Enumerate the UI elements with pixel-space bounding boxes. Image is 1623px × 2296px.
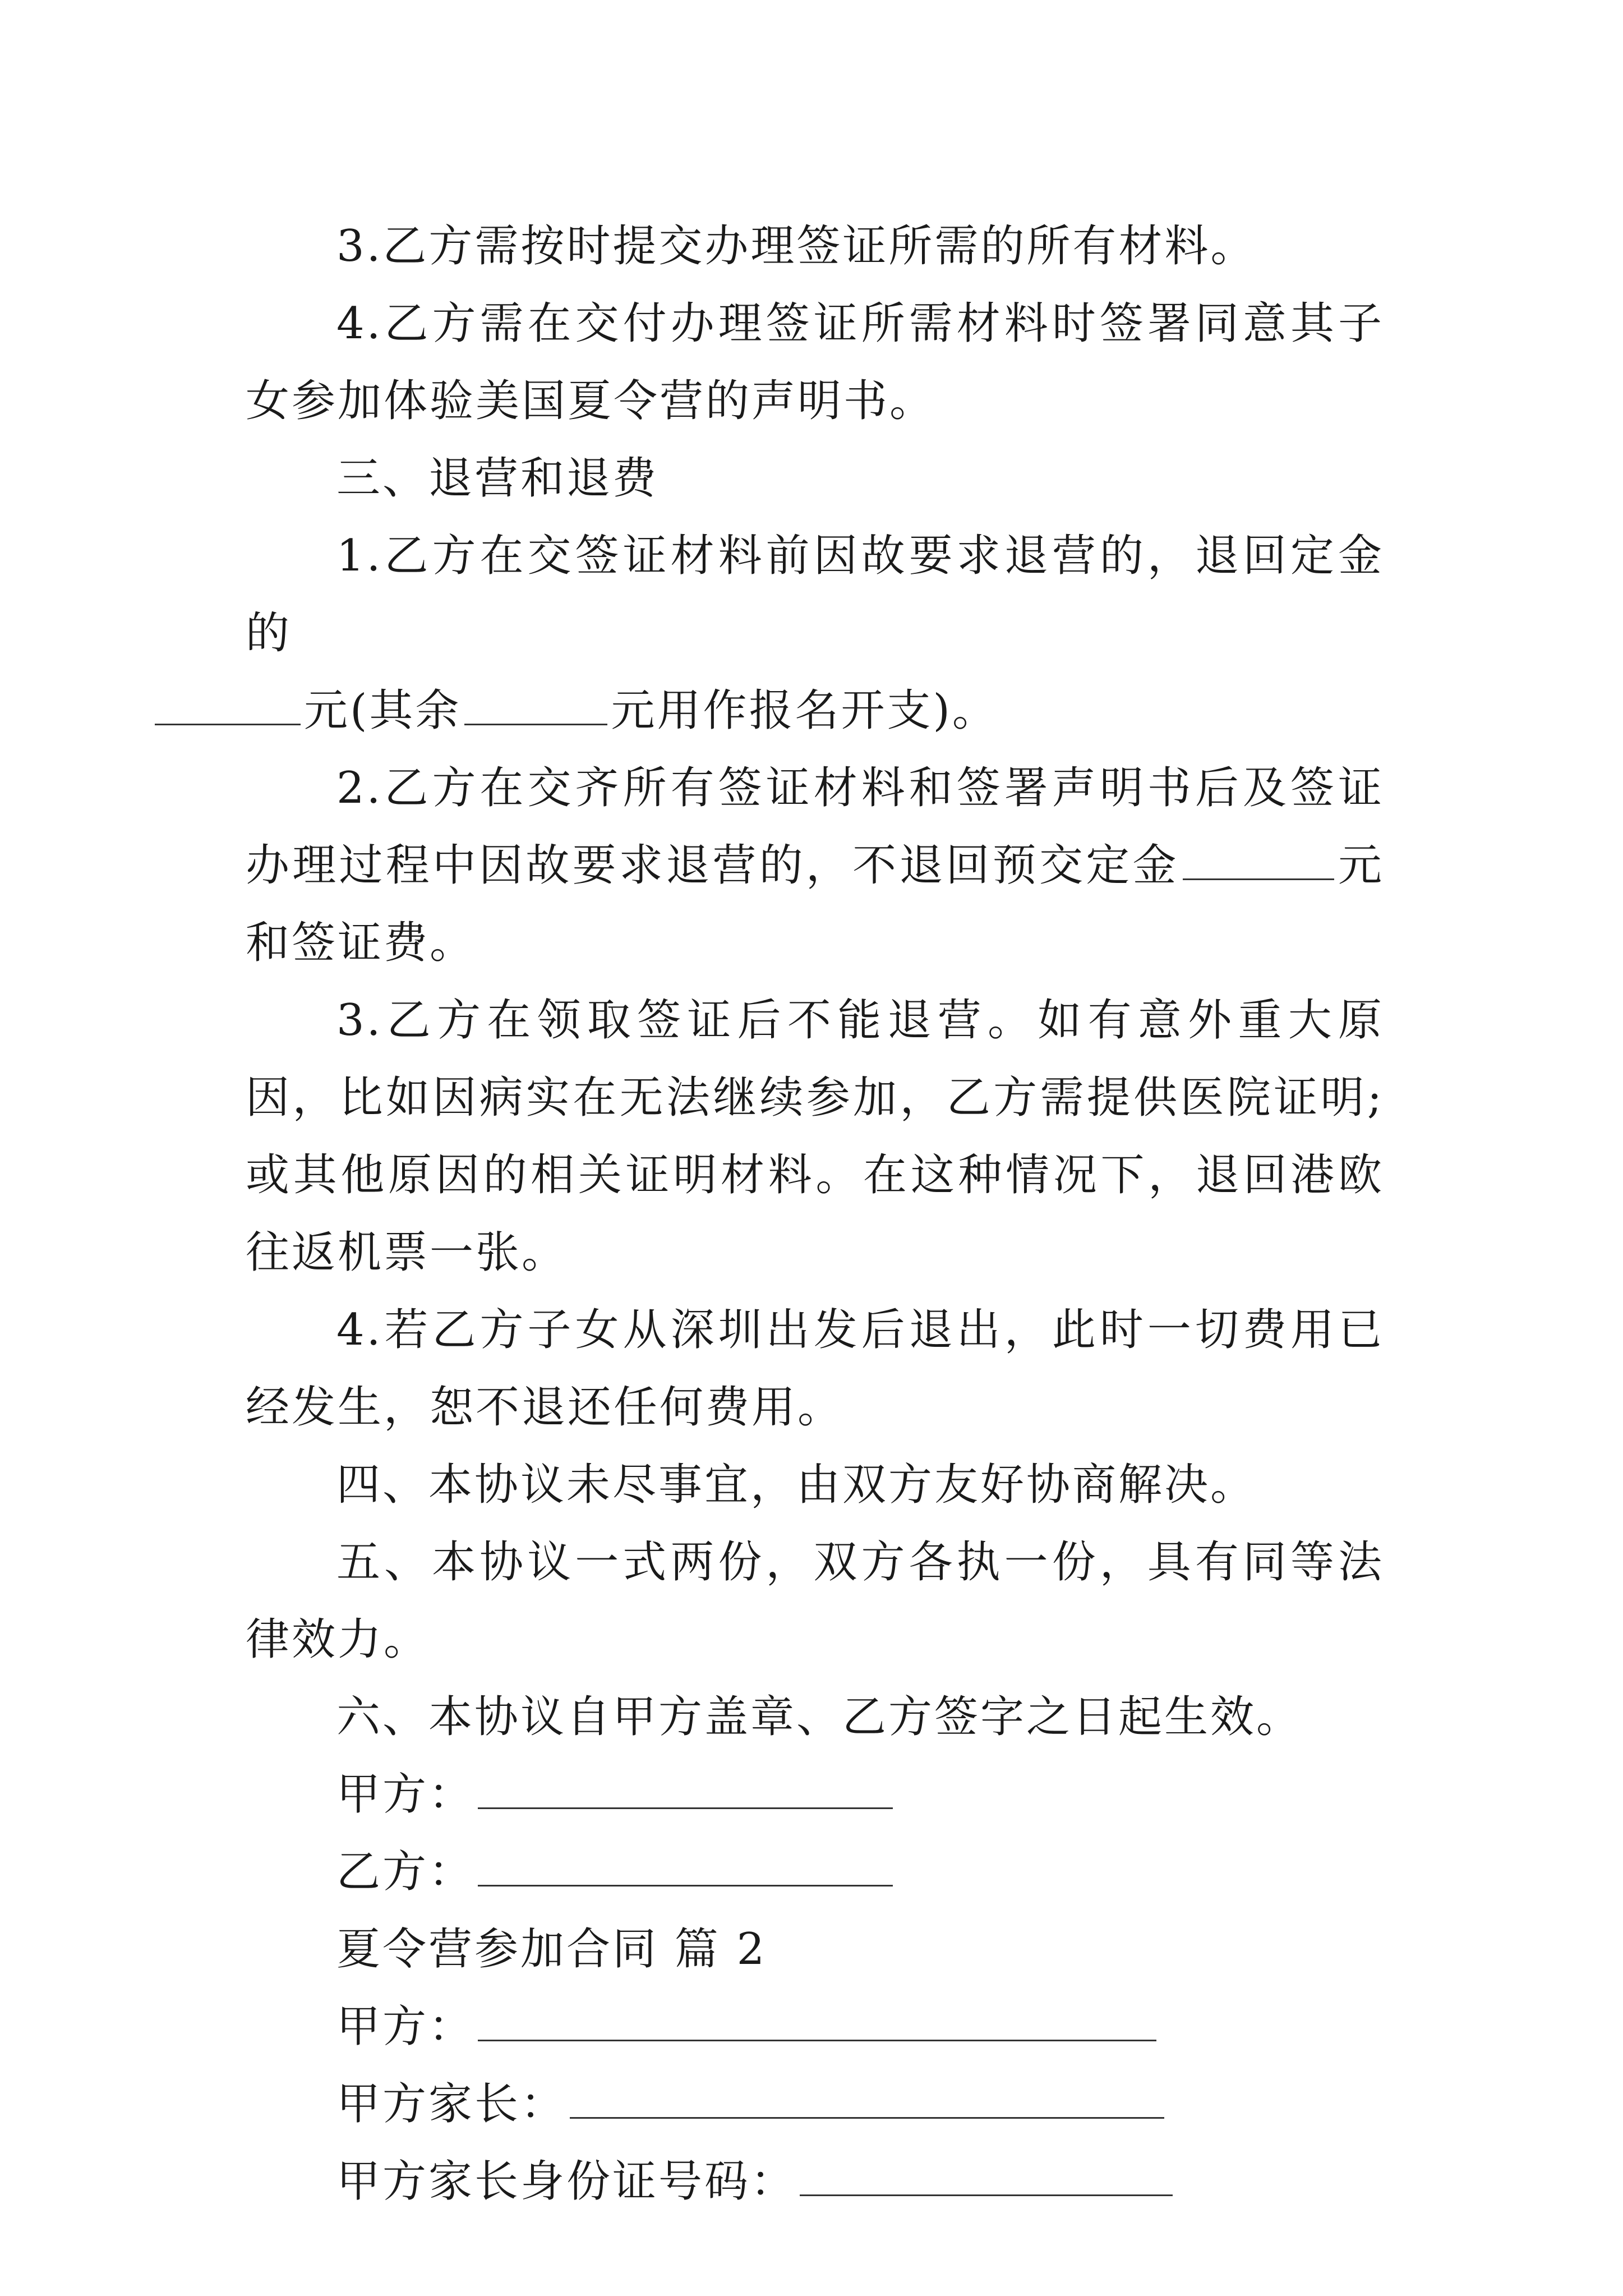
clause-1-refund bbox=[246, 517, 1384, 749]
section-2-title: 夏令营参加合同 篇 2 bbox=[336, 1924, 767, 1975]
clause-4-no-refund: 4.若乙方子女从深圳出发后退出，此时一切费用已经发生，恕不退还任何费用。 bbox=[246, 1305, 1384, 1433]
clause-2-refund-text-a: 2.乙方在交齐所有签证材料和签署声明书后及签证办理过程中因故要求退营的，不退回预交定金 bbox=[246, 763, 1384, 891]
section-heading-effective: 六、本协议自甲方盖章、乙方签字之日起生效。 bbox=[336, 1692, 1303, 1742]
party-a-signature-line bbox=[246, 1756, 1384, 1833]
section-heading-negotiation: 四、本协议未尽事宜，由双方友好协商解决。 bbox=[336, 1460, 1257, 1510]
parent-id-line bbox=[246, 2143, 1384, 2220]
section-2-party-a-label: 甲方： bbox=[336, 2001, 475, 2052]
parent-name-line bbox=[246, 2065, 1384, 2143]
parent-name-label: 甲方家长： bbox=[336, 2079, 567, 2129]
section-heading-copies: 五、本协议一式两份，双方各执一份，具有同等法律效力。 bbox=[246, 1537, 1384, 1665]
clause-1-refund-text-c: 元用作报名开支)。 bbox=[611, 685, 998, 736]
deposit-refund-blank bbox=[155, 684, 301, 725]
clause-1-refund-text-a: 1.乙方在交签证材料前因故要求退营的，退回定金的 bbox=[246, 531, 1384, 659]
party-a-signature-blank[interactable] bbox=[478, 1768, 893, 1809]
remaining-amount-blank bbox=[464, 684, 607, 725]
clause-2-refund bbox=[246, 749, 1384, 982]
section-heading-withdrawal: 三、退营和退费 bbox=[336, 453, 659, 504]
parent-id-label: 甲方家长身份证号码： bbox=[336, 2156, 797, 2207]
party-a-label: 甲方： bbox=[336, 1769, 475, 1820]
section-2-party-a-blank[interactable] bbox=[478, 2000, 1156, 2041]
party-b-signature-blank[interactable] bbox=[478, 1846, 893, 1887]
clause-3-no-withdrawal: 3.乙方在领取签证后不能退营。如有意外重大原因，比如因病实在无法继续参加，乙方需提供医院证明;或其他原因的相关证明材料。在这种情况下，退回港欧往返机票一张。 bbox=[246, 995, 1384, 1278]
document-body bbox=[246, 208, 1384, 2220]
parent-name-blank[interactable] bbox=[570, 2078, 1164, 2119]
clause-3-materials: 3.乙方需按时提交办理签证所需的所有材料。 bbox=[336, 221, 1257, 272]
section-2-party-a-line bbox=[246, 1988, 1384, 2065]
clause-2-refund-text-b: 元和签证费。 bbox=[246, 840, 1384, 968]
clause-1-refund-text-b: 元(其余 bbox=[304, 685, 462, 736]
deposit-nonrefund-blank bbox=[1183, 839, 1334, 880]
party-b-label: 乙方： bbox=[336, 1847, 475, 1897]
party-b-signature-line bbox=[246, 1833, 1384, 1911]
parent-id-blank[interactable] bbox=[800, 2155, 1173, 2196]
clause-4-declaration: 4.乙方需在交付办理签证所需材料时签署同意其子女参加体验美国夏令营的声明书。 bbox=[246, 298, 1384, 426]
